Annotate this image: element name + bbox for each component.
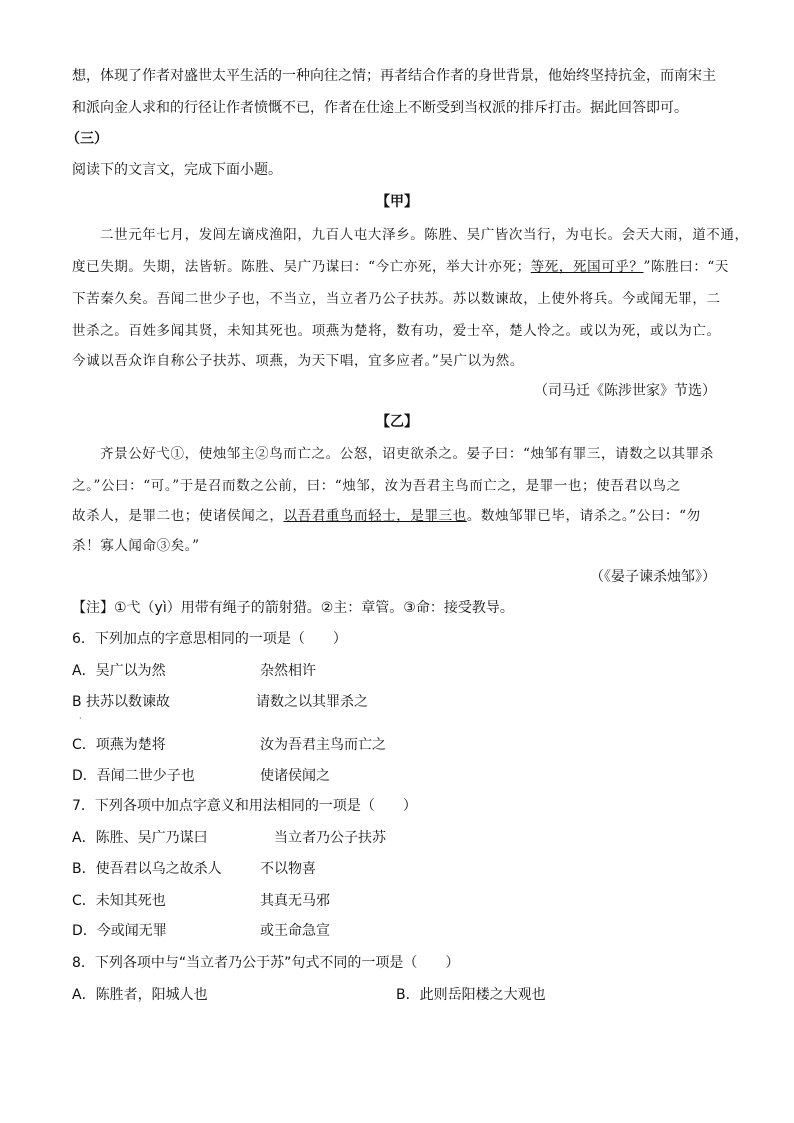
footnote: 【注】①弋（yì）用带有绳子的箭射猎。②主：章管。③命：接受教导。 xyxy=(72,600,514,616)
q7-option-b-right: 不以物喜 xyxy=(260,861,316,877)
q6-option-d-right: 使诸侯闻之 xyxy=(260,768,330,784)
q7-option-d-right: 或王命急宣 xyxy=(260,923,330,939)
question-6-stem: 6．下列加点的字意思相同的一项是（ ） xyxy=(72,631,347,647)
q6-option-a xyxy=(72,661,166,681)
passage-jia-line: 世杀之。百姓多闻其贤，未知其死也。项燕为楚将，数有功，爱士卒，楚人怜之。或以为死，或以为亡。 xyxy=(72,323,721,339)
passage-jia-label: 【甲】 xyxy=(376,194,418,210)
passage-yi-label: 【乙】 xyxy=(376,414,418,430)
option-left: A．吴广以为然 xyxy=(72,663,166,679)
q7-option-a: A．陈胜、吴广乃谋曰 xyxy=(72,830,208,846)
q6-option-b: B 扶苏以数谏故 xyxy=(72,694,171,710)
passage-text: 度已失期。失期，法皆斩。陈胜、吴广乃谋曰：“今亡亦死，举大计亦死； xyxy=(72,259,531,275)
q7-option-c: C．未知其死也 xyxy=(72,893,166,909)
passage-text: ”陈胜曰：“天 xyxy=(643,259,730,275)
q7-option-d: D．今或闻无罪 xyxy=(72,923,167,939)
passage-jia-line: 二世元年七月，发闾左谪戍渔阳，九百人屯大泽乡。陈胜、吴广皆次当行，为屯长。会天大雨，道不通， xyxy=(100,227,749,243)
passage-yi-line: 杀！寡人闻命③矣。” xyxy=(72,538,200,554)
q6-option-a-right: 杂然相许 xyxy=(260,663,316,679)
passage-yi-line: 之。”公曰：“可。”于是召而数之公前，曰：“烛邹，汝为吾君主鸟而亡之，是罪一也；使吾君以鸟之 xyxy=(72,478,681,494)
instruction: 阅读下的文言文，完成下面小题。 xyxy=(72,162,282,178)
section-heading: （三） xyxy=(66,131,108,147)
stray-dot: · xyxy=(79,714,82,723)
passage-jia-line: 下苦秦久矣。吾闻二世少子也，不当立，当立者乃公子扶苏。苏以数谏故，上使外将兵。今或闻无罪，二 xyxy=(72,291,721,307)
q6-option-d: D．吾闻二世少子也 xyxy=(72,768,195,784)
q6-option-c: C．项燕为楚将 xyxy=(72,737,166,753)
answer-text-line: 和派向金人求和的行径让作者愤慨不已，作者在仕途上不断受到当权派的排斥打击。据此回答即可。 xyxy=(72,100,688,116)
q8-option-a: A．陈胜者，阳城人也 xyxy=(72,987,208,1003)
underlined-sentence: 等死，死国可乎？ xyxy=(530,259,644,275)
q7-option-a-right: 当立者乃公子扶苏 xyxy=(274,830,386,846)
q6-option-b-right: 请数之以其罪杀之 xyxy=(256,694,368,710)
passage-yi-source: （《晏子谏杀烛邹》） xyxy=(590,569,716,585)
q6-option-c-right: 汝为吾君主鸟而亡之 xyxy=(260,737,386,753)
q7-option-b: B．使吾君以乌之故杀人 xyxy=(72,861,222,877)
passage-yi-line xyxy=(72,506,701,526)
question-7-stem: 7．下列各项中加点字意义和用法相同的一项是（ ） xyxy=(72,798,417,814)
passage-jia-source: （司马迁《陈涉世家》节选） xyxy=(534,383,716,399)
passage-jia-line xyxy=(72,257,729,277)
passage-jia-line: 今诚以吾众诈自称公子扶苏、项燕，为天下唱，宜多应者。”吴广以为然。 xyxy=(72,353,524,369)
q7-option-c-right: 其真无马邪 xyxy=(260,893,330,909)
passage-yi-line: 齐景公好弋①，使烛邹主②鸟而亡之。公怒，诏吏欲杀之。晏子曰：“烛邹有罪三，请数之以其罪杀 xyxy=(100,446,714,462)
underlined-sentence: 以吾君重鸟而轻士，是罪三也 xyxy=(283,508,467,524)
passage-text: 故杀人，是罪二也；使诸侯闻之， xyxy=(72,508,284,524)
question-8-stem: 8．下列各项中与“当立者乃公于苏”句式不同的一项是（ ） xyxy=(72,955,460,971)
answer-text-line: 想，体现了作者对盛世太平生活的一种向往之情；再者结合作者的身世背景，他始终坚持抗金，而南宋主 xyxy=(72,68,716,84)
passage-text: 。数烛邹罪已毕，请杀之。”公曰：“勿 xyxy=(466,508,701,524)
q8-option-b: B．此则岳阳楼之大观也 xyxy=(396,987,546,1003)
